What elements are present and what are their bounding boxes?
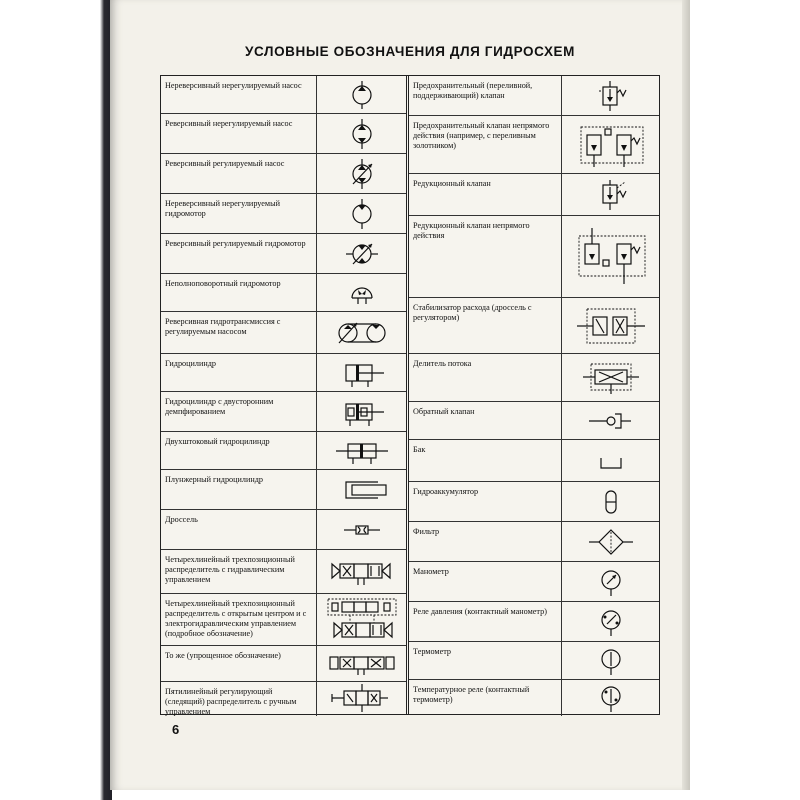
row-label: Гидроаккумулятор (413, 487, 479, 496)
table-row (161, 392, 406, 432)
row-label: Стабилизатор расхода (дроссель с регулятором) (413, 303, 532, 322)
table-row (161, 114, 406, 154)
row-label: Редукционный клапан (413, 179, 491, 188)
flow-stabilizer-icon (571, 303, 651, 349)
accumulator-icon (571, 485, 651, 519)
table-row (161, 550, 406, 594)
table-row (409, 116, 659, 174)
table-row (161, 234, 406, 274)
row-label: Делитель потока (413, 359, 472, 368)
row-label: Неполноповоротный гидромотор (165, 279, 281, 288)
hydrotransmission-icon (322, 316, 402, 350)
table-row (409, 602, 659, 642)
thermometer-icon (571, 644, 651, 678)
table-row (409, 298, 659, 354)
row-label: Гидроцилиндр (165, 359, 217, 368)
valve-5-line-manual-icon (322, 682, 402, 716)
table-row (161, 510, 406, 550)
page-title: УСЛОВНЫЕ ОБОЗНАЧЕНИЯ ДЛЯ ГИДРОСХЕМ (244, 44, 576, 59)
symbol-cell (561, 354, 659, 401)
relief-valve-icon (571, 79, 651, 113)
table-row (161, 274, 406, 312)
check-valve-icon (571, 404, 651, 438)
row-label: Реверсивный регулируемый насос (165, 159, 285, 168)
symbol-cell (561, 402, 659, 439)
row-label: Дроссель (165, 515, 198, 524)
rotary-actuator-icon (322, 276, 402, 310)
symbol-cell (316, 354, 406, 391)
table-row (409, 216, 659, 298)
row-label: Манометр (413, 567, 449, 576)
table-row (161, 76, 406, 114)
symbol-cell (316, 550, 406, 593)
throttle-icon (322, 513, 402, 547)
symbol-cell (561, 298, 659, 353)
symbol-cell (316, 432, 406, 469)
table-row (409, 174, 659, 216)
motor-reversible-adjustable-icon (322, 237, 402, 271)
symbol-cell (316, 392, 406, 431)
row-label: Редукционный клапан непрямого действия (413, 221, 530, 240)
row-label: Нереверсивный нерегулируемый гидромотор (165, 199, 280, 218)
page-number: 6 (172, 722, 180, 737)
table-row (409, 642, 659, 680)
symbol-cell (561, 602, 659, 641)
symbol-cell (316, 76, 406, 113)
table-row (161, 646, 406, 682)
pump-reversible-adjustable-icon (322, 157, 402, 191)
table-row (161, 470, 406, 510)
table-row (409, 354, 659, 402)
row-label: Четырехлинейный трехпозиционный распределитель с открытым центром и с электрогидравлическим управлением (подробное обозначение) (165, 599, 307, 638)
row-label: Термометр (413, 647, 451, 656)
symbol-cell (316, 114, 406, 153)
pump-reversible-icon (322, 117, 402, 151)
row-label: Реле давления (контактный манометр) (413, 607, 547, 616)
table-row (161, 594, 406, 646)
symbol-cell (316, 154, 406, 193)
table-row (409, 522, 659, 562)
pressure-switch-icon (571, 605, 651, 639)
row-label: Обратный клапан (413, 407, 475, 416)
valve-electrohydraulic-detailed-icon (322, 597, 402, 643)
table-row (161, 354, 406, 392)
reducing-valve-pilot-icon (571, 226, 651, 288)
symbol-cell (316, 194, 406, 233)
row-label: Гидроцилиндр с двусторонним демпфированием (165, 397, 274, 416)
temperature-switch-icon (571, 681, 651, 715)
row-label: Реверсивный нерегулируемый насос (165, 119, 293, 128)
table-row (409, 440, 659, 482)
table-row (409, 680, 659, 716)
row-label: Нереверсивный нерегулируемый насос (165, 81, 302, 90)
row-label: Предохранительный (переливной, поддерживающий) клапан (413, 81, 533, 100)
table-row (161, 432, 406, 470)
row-label: Предохранительный клапан непрямого действия (например, с переливным золотником) (413, 121, 550, 150)
symbol-cell (561, 116, 659, 173)
symbols-table (160, 75, 660, 715)
double-rod-cylinder-icon (322, 434, 402, 468)
table-row (409, 482, 659, 522)
pump-nonreversible-icon (322, 78, 402, 112)
table-row (161, 194, 406, 234)
symbol-cell (561, 522, 659, 561)
row-label: Двухштоковый гидроцилиндр (165, 437, 270, 446)
table-row (409, 562, 659, 602)
table-row (409, 76, 659, 116)
symbol-cell (561, 642, 659, 679)
cylinder-damped-icon (322, 395, 402, 429)
symbol-cell (316, 234, 406, 273)
relief-valve-pilot-icon (571, 121, 651, 169)
row-label: То же (упрощенное обозначение) (165, 651, 281, 660)
table-row (161, 682, 406, 716)
symbol-cell (316, 510, 406, 549)
symbol-cell (561, 482, 659, 521)
symbol-cell (561, 76, 659, 115)
symbol-cell (316, 470, 406, 509)
row-label: Четырехлинейный трехпозиционный распределитель с гидравлическим управлением (165, 555, 295, 584)
row-label: Бак (413, 445, 426, 454)
table-row (409, 402, 659, 440)
table-row (161, 312, 406, 354)
valve-electrohydraulic-simple-icon (322, 647, 402, 681)
cylinder-icon (322, 356, 402, 390)
page-edge (682, 0, 690, 790)
motor-nonreversible-icon (322, 197, 402, 231)
symbol-cell (561, 216, 659, 297)
symbol-cell (561, 440, 659, 481)
symbol-cell (316, 594, 406, 645)
row-label: Реверсивная гидротрансмиссия с регулируемым насосом (165, 317, 281, 336)
symbol-cell (561, 562, 659, 601)
tank-icon (571, 444, 651, 478)
pressure-gauge-icon (571, 565, 651, 599)
row-label: Плунжерный гидроцилиндр (165, 475, 264, 484)
book-spine-shadow (0, 0, 112, 800)
table-row (161, 154, 406, 194)
plunger-cylinder-icon (322, 473, 402, 507)
filter-icon (571, 525, 651, 559)
reducing-valve-icon (571, 178, 651, 212)
symbol-cell (316, 312, 406, 353)
row-label: Пятилинейный регулирующий (следящий) распределитель с ручным управлением (165, 687, 297, 716)
symbol-cell (316, 274, 406, 311)
row-label: Реверсивный регулируемый гидромотор (165, 239, 306, 248)
symbol-cell (316, 682, 406, 716)
flow-divider-icon (571, 358, 651, 398)
symbol-cell (316, 646, 406, 681)
valve-4-3-hydraulic-icon (322, 555, 402, 589)
symbol-cell (561, 174, 659, 215)
row-label: Температурное реле (контактный термометр) (413, 685, 530, 704)
row-label: Фильтр (413, 527, 440, 536)
symbol-cell (561, 680, 659, 716)
